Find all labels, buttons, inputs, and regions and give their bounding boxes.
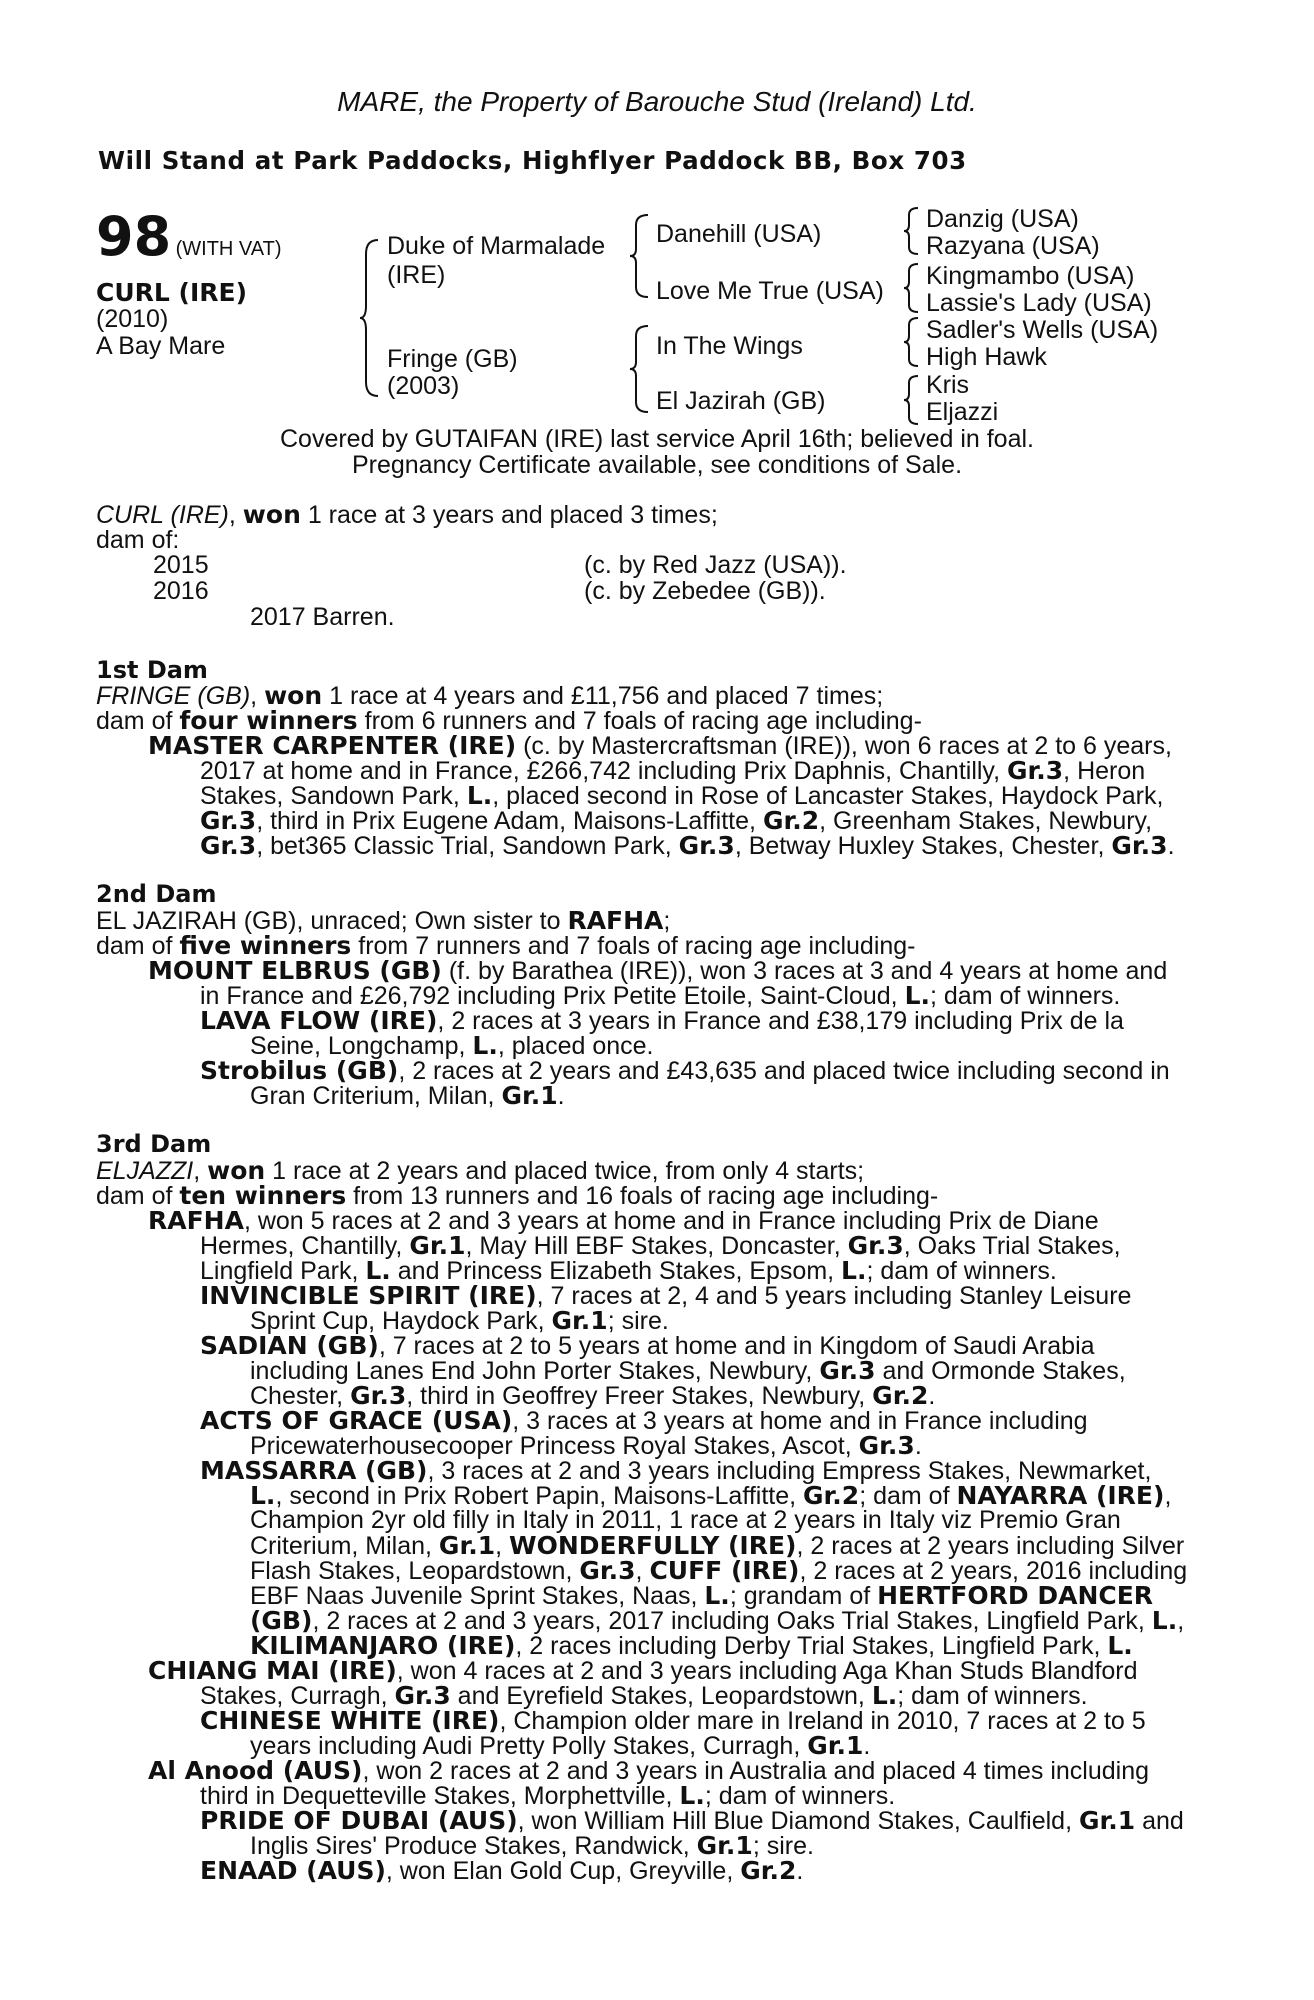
progeny-entry: SADIAN (GB), 7 races at 2 to 5 years at home and in Kingdom of Saudi Arabia	[200, 1331, 1095, 1360]
first-dam-summary: dam of four winners from 6 runners and 7 foals of racing age including-	[96, 706, 922, 735]
produce-year: 2015	[153, 551, 209, 579]
progeny-entry-cont: Inglis Sires' Produce Stakes, Randwick, Gr.1; sire.	[250, 1831, 814, 1860]
first-dam-line: FRINGE (GB), won 1 race at 4 years and £11,756 and placed 7 times;	[96, 681, 884, 710]
progeny-entry-cont: third in Dequetteville Stakes, Morphettville, L.; dam of winners.	[200, 1781, 896, 1810]
progeny-entry-cont: Stakes, Curragh, Gr.3 and Eyrefield Stakes, Leopardstown, L.; dam of winners.	[200, 1681, 1088, 1710]
covered-note: Covered by GUTAIFAN (IRE) last service April 16th; believed in foal.	[279, 425, 1034, 453]
second-dam-heading: 2nd Dam	[96, 880, 217, 908]
progeny-entry-cont: Gr.3, bet365 Classic Trial, Sandown Park, Gr.3, Betway Huxley Stakes, Chester, Gr.3.	[200, 831, 1175, 860]
horse-description: A Bay Mare	[96, 332, 226, 360]
progeny-entry-cont: (GB), 2 races at 2 and 3 years, 2017 including Oaks Trial Stakes, Lingfield Park, L.,	[250, 1606, 1185, 1635]
pedigree-brace-main	[360, 238, 380, 398]
produce-desc: (c. by Red Jazz (USA)).	[584, 551, 847, 579]
progeny-entry-cont: Flash Stakes, Leopardstown, Gr.3, CUFF (IRE), 2 races at 2 years, 2016 including	[250, 1556, 1188, 1585]
progeny-entry-cont: Stakes, Sandown Park, L., placed second in Rose of Lancaster Stakes, Haydock Park,	[200, 781, 1164, 810]
lot-number: 98	[96, 205, 172, 268]
progeny-entry-cont: years including Audi Pretty Polly Stakes, Curragh, Gr.1.	[250, 1731, 871, 1760]
pedigree-brace-ds	[904, 316, 920, 368]
horse-name: CURL (IRE)	[96, 278, 248, 307]
progeny-entry-cont: EBF Naas Juvenile Sprint Stakes, Naas, L.; grandam of HERTFORD DANCER	[250, 1581, 1154, 1610]
progeny-entry-cont: Pricewaterhousecooper Princess Royal Stakes, Ascot, Gr.3.	[250, 1431, 922, 1460]
progeny-entry: MASTER CARPENTER (IRE) (c. by Mastercraftsman (IRE)), won 6 races at 2 to 6 years,	[148, 731, 1172, 760]
progeny-entry: ACTS OF GRACE (USA), 3 races at 3 years at home and in France including	[200, 1406, 1088, 1435]
third-dam-summary: dam of ten winners from 13 runners and 16 foals of racing age including-	[96, 1181, 939, 1210]
dam-dam-sire: Kris	[926, 371, 970, 399]
sire-dam-dam: Lassie's Lady (USA)	[926, 289, 1152, 317]
progeny-entry: CHIANG MAI (IRE), won 4 races at 2 and 3 years including Aga Khan Studs Blandford	[148, 1656, 1138, 1685]
third-dam-line: ELJAZZI, won 1 race at 2 years and placed twice, from only 4 starts;	[96, 1156, 865, 1185]
progeny-entry-cont: including Lanes End John Porter Stakes, Newbury, Gr.3 and Ormonde Stakes,	[250, 1356, 1126, 1385]
dam-sire: In The Wings	[656, 332, 803, 360]
progeny-entry-cont: Chester, Gr.3, third in Geoffrey Freer Stakes, Newbury, Gr.2.	[250, 1381, 936, 1410]
progeny-entry-cont: Seine, Longchamp, L., placed once.	[250, 1031, 654, 1060]
vat-note: (WITH VAT)	[175, 238, 282, 260]
produce-intro: CURL (IRE), won 1 race at 3 years and placed 3 times;	[96, 500, 718, 529]
dam-dam-dam: Eljazzi	[926, 398, 999, 426]
stand-location: Will Stand at Park Paddocks, Highflyer Paddock BB, Box 703	[98, 146, 967, 175]
progeny-entry-cont: Sprint Cup, Haydock Park, Gr.1; sire.	[250, 1306, 669, 1335]
progeny-entry: Strobilus (GB), 2 races at 2 years and £43,635 and placed twice including second in	[200, 1056, 1170, 1085]
pedigree-brace-sd	[904, 262, 920, 314]
progeny-entry: PRIDE OF DUBAI (AUS), won William Hill Blue Diamond Stakes, Caulfield, Gr.1 and	[200, 1806, 1184, 1835]
dam-sire-sire: Sadler's Wells (USA)	[926, 316, 1159, 344]
second-dam-line: EL JAZIRAH (GB), unraced; Own sister to RAFHA;	[96, 906, 671, 935]
pedigree-brace-dd	[904, 374, 920, 426]
produce-desc: (c. by Zebedee (GB)).	[584, 577, 826, 605]
progeny-entry: RAFHA, won 5 races at 2 and 3 years at home and in France including Prix de Diane	[148, 1206, 1099, 1235]
produce-barren: 2017 Barren.	[250, 603, 395, 631]
progeny-entry-cont: Criterium, Milan, Gr.1, WONDERFULLY (IRE), 2 races at 2 years including Silver	[250, 1531, 1185, 1560]
progeny-entry-cont: in France and £26,792 including Prix Petite Etoile, Saint-Cloud, L.; dam of winners.	[200, 981, 1121, 1010]
progeny-entry: Al Anood (AUS), won 2 races at 2 and 3 years in Australia and placed 4 times including	[148, 1756, 1150, 1785]
progeny-entry-cont: Lingfield Park, L. and Princess Elizabeth Stakes, Epsom, L.; dam of winners.	[200, 1256, 1057, 1285]
second-dam-summary: dam of five winners from 7 runners and 7 foals of racing age including-	[96, 931, 916, 960]
progeny-entry-cont: 2017 at home and in France, £266,742 including Prix Daphnis, Chantilly, Gr.3, Heron	[200, 756, 1146, 785]
sire-dam-sire: Kingmambo (USA)	[926, 262, 1135, 290]
first-dam-heading: 1st Dam	[96, 656, 208, 684]
progeny-entry: CHINESE WHITE (IRE), Champion older mare in Ireland in 2010, 7 races at 2 to 5	[200, 1706, 1146, 1735]
progeny-entry-cont: Gr.3, third in Prix Eugene Adam, Maisons-Laffitte, Gr.2, Greenham Stakes, Newbury,	[200, 806, 1153, 835]
sire-sire-sire: Danzig (USA)	[926, 205, 1079, 233]
sire-dam: Love Me True (USA)	[656, 277, 884, 305]
mare-name: CURL (IRE)	[96, 501, 229, 529]
progeny-entry: LAVA FLOW (IRE), 2 races at 3 years in France and £38,179 including Prix de la	[200, 1006, 1124, 1035]
produce-year: 2016	[153, 577, 209, 605]
dam-year: (2003)	[387, 372, 460, 400]
lot-header	[96, 205, 282, 268]
dam-dam: El Jazirah (GB)	[656, 387, 826, 415]
pedigree-brace-ss	[904, 206, 920, 256]
pedigree-brace-sire	[630, 213, 650, 299]
progeny-entry: ENAAD (AUS), won Elan Gold Cup, Greyville, Gr.2.	[200, 1856, 804, 1885]
progeny-entry-cont: KILIMANJARO (IRE), 2 races including Derby Trial Stakes, Lingfield Park, L.	[250, 1631, 1133, 1660]
sire-sire: Danehill (USA)	[656, 220, 822, 248]
horse-year: (2010)	[96, 305, 169, 333]
dam-sire-dam: High Hawk	[926, 343, 1047, 371]
pregnancy-note: Pregnancy Certificate available, see conditions of Sale.	[351, 451, 963, 479]
dam-of-label: dam of:	[96, 526, 180, 554]
third-dam-heading: 3rd Dam	[96, 1130, 212, 1158]
sire-country: (IRE)	[387, 261, 446, 289]
pedigree-brace-dam	[630, 324, 650, 414]
progeny-entry-cont: Champion 2yr old filly in Italy in 2011, 1 race at 2 years in Italy viz Premio Gran	[250, 1506, 1121, 1534]
page-title: MARE, the Property of Barouche Stud (Ireland) Ltd.	[337, 86, 977, 117]
dam-name: Fringe (GB)	[387, 345, 518, 373]
sire-name: Duke of Marmalade	[387, 232, 606, 260]
sire-sire-dam: Razyana (USA)	[926, 232, 1100, 260]
progeny-entry: MOUNT ELBRUS (GB) (f. by Barathea (IRE)), won 3 races at 3 and 4 years at home and	[148, 956, 1168, 985]
progeny-entry: INVINCIBLE SPIRIT (IRE), 7 races at 2, 4 and 5 years including Stanley Leisure	[200, 1281, 1132, 1310]
progeny-entry-cont: Gran Criterium, Milan, Gr.1.	[250, 1081, 565, 1110]
progeny-entry-cont: Hermes, Chantilly, Gr.1, May Hill EBF Stakes, Doncaster, Gr.3, Oaks Trial Stakes,	[200, 1231, 1121, 1260]
progeny-entry-cont: L., second in Prix Robert Papin, Maisons-Laffitte, Gr.2; dam of NAYARRA (IRE),	[250, 1481, 1172, 1510]
progeny-entry: MASSARRA (GB), 3 races at 2 and 3 years including Empress Stakes, Newmarket,	[200, 1456, 1152, 1485]
